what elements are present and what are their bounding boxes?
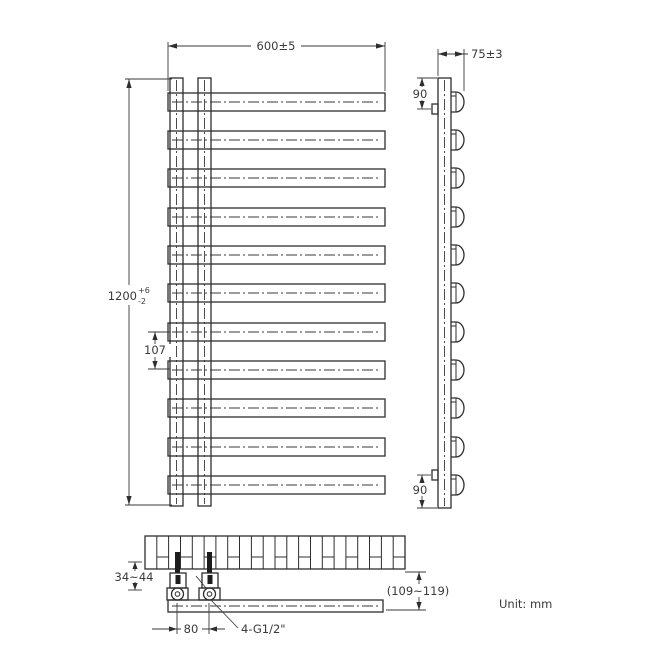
towel-bar-centerlines (172, 102, 381, 485)
dimension-valve-spacing (152, 603, 225, 636)
bar-end (451, 130, 464, 150)
bar-end (451, 245, 464, 265)
thread-label-text: 4-G1/2" (241, 622, 286, 636)
height-tol-lower: -2 (138, 297, 146, 306)
dimension-wall-clearance (386, 572, 449, 610)
union-nut (167, 588, 188, 600)
connection-port (204, 588, 216, 600)
towel-bars (168, 93, 385, 494)
valve-right (199, 552, 220, 600)
connection-port (172, 588, 184, 600)
valve-stem (207, 552, 212, 573)
side-view (408, 47, 503, 508)
bottom-mounting-bracket (432, 470, 438, 480)
dimension-width (168, 39, 385, 91)
unit-note: Unit: mm (499, 597, 553, 611)
bottom-bracket-dim-text: 90 (412, 483, 428, 497)
bar-end (451, 283, 464, 303)
bar-ends (451, 92, 464, 495)
bar-end (451, 168, 464, 188)
bar-end (451, 322, 464, 342)
height-tol-upper: +6 (138, 286, 150, 295)
bar-end (451, 360, 464, 380)
dimension-depth (438, 47, 503, 91)
dimension-height (99, 79, 172, 505)
top-mounting-bracket (432, 104, 438, 114)
bar-end (451, 475, 464, 495)
bar-end (451, 92, 464, 112)
dimension-valve-depth (115, 562, 154, 590)
valve-spacing-dim-text: 80 (183, 622, 199, 636)
bottom-view (115, 536, 450, 636)
bar-end (451, 207, 464, 227)
front-view (99, 39, 385, 506)
bar-pitch-dim-text: 107 (144, 343, 166, 357)
bar-end (451, 437, 464, 457)
union-nut (199, 588, 220, 600)
wall-clearance-dim-text: (109~119) (386, 584, 450, 598)
dimension-bar-pitch (139, 332, 171, 369)
valve-depth-dim-text: 34~44 (114, 570, 154, 584)
valve-left (167, 552, 188, 600)
width-dim-text: 600±5 (256, 39, 296, 53)
bar-band (145, 536, 405, 569)
bar-end (451, 398, 464, 418)
top-bracket-dim-text: 90 (412, 87, 428, 101)
valve-stem (175, 552, 180, 573)
bar-band-verticals (157, 536, 393, 569)
depth-dim-text: 75±3 (471, 47, 503, 61)
height-dim-text: 1200 (107, 289, 137, 303)
